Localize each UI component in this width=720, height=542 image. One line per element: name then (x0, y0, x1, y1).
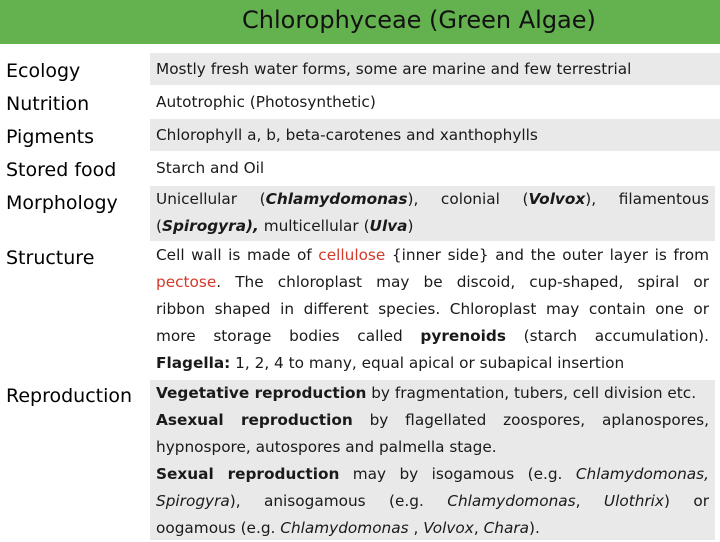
ecology-text: Mostly fresh water forms, some are marine and few terrestrial (156, 60, 632, 78)
morphology-line-1: Unicellular (Chlamydomonas), colonial (Volvox), filamentous (156, 190, 709, 208)
reproduction-line-4: Sexual reproduction may by isogamous (e.g. Chlamydomonas, (156, 465, 709, 483)
reproduction-line-3: hypnospore, autospores and palmella stage. (156, 438, 497, 456)
row-ecology (150, 53, 720, 85)
label-reproduction: Reproduction (6, 385, 133, 407)
row-nutrition (150, 87, 720, 117)
label-structure: Structure (6, 247, 95, 269)
label-stored-food: Stored food (6, 159, 117, 181)
label-morphology: Morphology (6, 192, 118, 214)
row-stored-food (150, 153, 720, 183)
structure-line-5: Flagella: 1, 2, 4 to many, equal apical or subapical insertion (156, 354, 625, 372)
title-bar (0, 0, 720, 44)
row-pigments (150, 119, 720, 151)
row-morphology (150, 186, 715, 241)
stored-food-text: Starch and Oil (156, 159, 265, 177)
label-nutrition: Nutrition (6, 93, 90, 115)
label-ecology: Ecology (6, 60, 81, 82)
reproduction-line-5: Spirogyra), anisogamous (e.g. Chlamydomonas, Ulothrix) or (156, 492, 709, 510)
structure-line-3: ribbon shaped in different species. Chloroplast may contain one or (156, 300, 709, 318)
row-reproduction (150, 380, 715, 540)
reproduction-line-1: Vegetative reproduction by fragmentation, tubers, cell division etc. (156, 384, 697, 402)
structure-line-1: Cell wall is made of cellulose {inner side} and the outer layer is from (156, 246, 709, 264)
reproduction-line-2: Asexual reproduction by flagellated zoospores, aplanospores, (156, 411, 709, 429)
nutrition-text: Autotrophic (Photosynthetic) (156, 93, 376, 111)
page-title: Chlorophyceae (Green Algae) (242, 6, 596, 34)
pigments-text: Chlorophyll a, b, beta-carotenes and xanthophylls (156, 126, 538, 144)
reproduction-line-6: oogamous (e.g. Chlamydomonas , Volvox, Chara). (156, 519, 540, 537)
row-structure (150, 242, 715, 380)
structure-line-4: more storage bodies called pyrenoids (starch accumulation). (156, 327, 709, 345)
label-pigments: Pigments (6, 126, 94, 148)
structure-line-2: pectose. The chloroplast may be discoid, cup-shaped, spiral or (156, 273, 709, 291)
morphology-line-2: (Spirogyra), multicellular (Ulva) (156, 217, 414, 235)
